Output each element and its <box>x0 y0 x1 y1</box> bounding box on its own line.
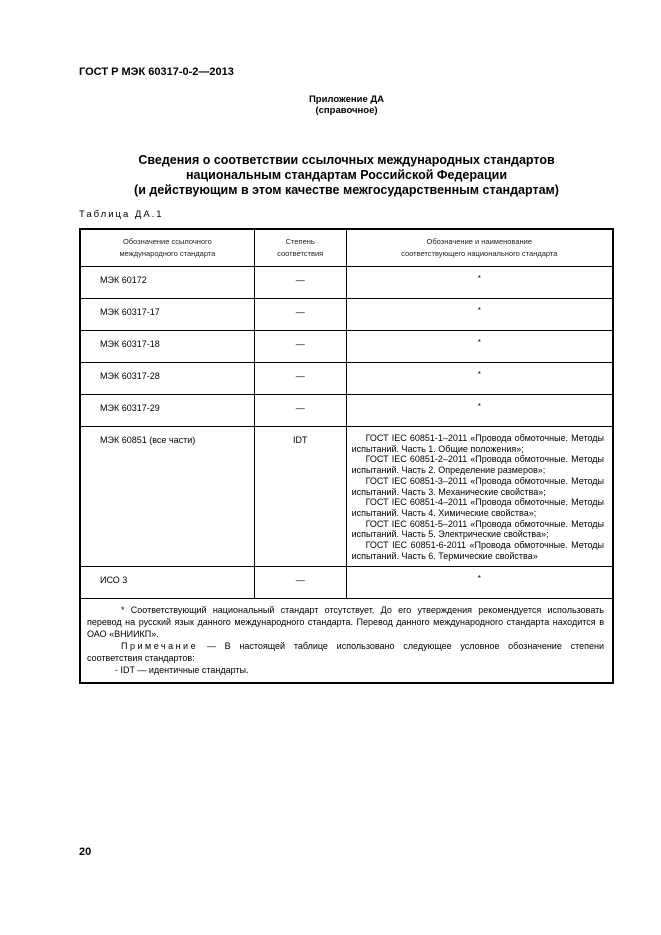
table-row <box>80 395 613 427</box>
table-row <box>80 267 613 299</box>
document-title <box>79 153 614 198</box>
table-row <box>80 331 613 363</box>
table-row <box>80 427 613 567</box>
document-title-line: (и действующим в этом качестве межгосударственным стандартам) <box>134 183 559 197</box>
national-standard-entry: ГОСТ IEC 60851-1–2011 «Провода обмоточные. Методы испытаний. Часть 1. Общие положения»; <box>351 433 604 454</box>
correspondence-table <box>79 228 614 684</box>
column-header-national: Обозначение и наименование соответствующего национального стандарта <box>346 229 613 267</box>
national-standard-entry: ГОСТ IEC 60851-2–2011 «Провода обмоточные. Методы испытаний. Часть 2. Определение размеров»; <box>351 454 604 476</box>
page-number: 20 <box>79 846 92 858</box>
cell-degree: — <box>254 331 346 363</box>
column-header-degree: Степень соответствия <box>254 229 346 267</box>
cell-national: * <box>346 299 613 331</box>
column-header-standard: Обозначение ссылочного международного стандарта <box>80 229 254 267</box>
note-label: Примечание <box>121 641 199 652</box>
document-title-line: Сведения о соответствии ссылочных международных стандартов <box>138 153 555 167</box>
cell-national: * <box>346 567 613 599</box>
national-standard-entry: ГОСТ IEC 60851-4–2011 «Провода обмоточные. Методы испытаний. Часть 4. Химические свойства»; <box>351 497 604 518</box>
note-item: - IDT — идентичные стандарты. <box>115 665 249 676</box>
table-row <box>80 299 613 331</box>
cell-degree: — <box>254 567 346 599</box>
cell-national: * <box>346 331 613 363</box>
note-text: — В настоящей таблице использовано следующее условное обозначение степени соответствия стандартов: <box>87 641 604 664</box>
cell-standard: МЭК 60317-18 <box>80 331 254 363</box>
cell-national: * <box>346 267 613 299</box>
national-standard-entry: ГОСТ IEC 60851-3–2011 «Провода обмоточные. Методы испытаний. Часть 3. Механические свойства»; <box>351 475 604 497</box>
cell-national: * <box>346 363 613 395</box>
table-row <box>80 363 613 395</box>
cell-standard: МЭК 60317-17 <box>80 299 254 331</box>
cell-degree: IDT <box>254 427 346 567</box>
footnote: * Соответствующий национальный стандарт отсутствует. До его утверждения рекомендуется использовать перевод на русский язык данного международного стандарта. Перевод данного международного стандарта находится в ОАО «ВНИИКП». <box>87 605 604 640</box>
national-standard-entry: ГОСТ IEC 60851-5–2011 «Провода обмоточные. Методы испытаний. Часть 5. Электрические свойства»; <box>351 518 604 540</box>
note <box>87 640 604 664</box>
cell-degree: — <box>254 267 346 299</box>
national-standard-entry: ГОСТ IEC 60851-6-2011 «Провода обмоточные. Методы испытаний. Часть 6. Термические свойства» <box>351 540 604 561</box>
cell-national-list <box>346 427 613 567</box>
cell-standard: ИСО 3 <box>80 567 254 599</box>
cell-standard: МЭК 60317-29 <box>80 395 254 427</box>
appendix-heading <box>79 94 614 116</box>
appendix-title: Приложение ДА <box>308 94 385 105</box>
table-header-row <box>80 229 613 267</box>
cell-degree: — <box>254 395 346 427</box>
appendix-subtitle: (справочное) <box>315 105 378 116</box>
cell-degree: — <box>254 363 346 395</box>
table-row <box>80 567 613 599</box>
cell-standard: МЭК 60317-28 <box>80 363 254 395</box>
cell-national: * <box>346 395 613 427</box>
cell-standard: МЭК 60172 <box>80 267 254 299</box>
table-notes-row <box>80 599 613 684</box>
document-code: ГОСТ Р МЭК 60317-0-2—2013 <box>79 66 234 78</box>
table-notes <box>80 599 613 684</box>
document-title-line: национальным стандартам Российской Федерации <box>185 168 508 182</box>
cell-degree: — <box>254 299 346 331</box>
table-caption: Таблица ДА.1 <box>79 209 164 220</box>
cell-standard: МЭК 60851 (все части) <box>80 427 254 567</box>
